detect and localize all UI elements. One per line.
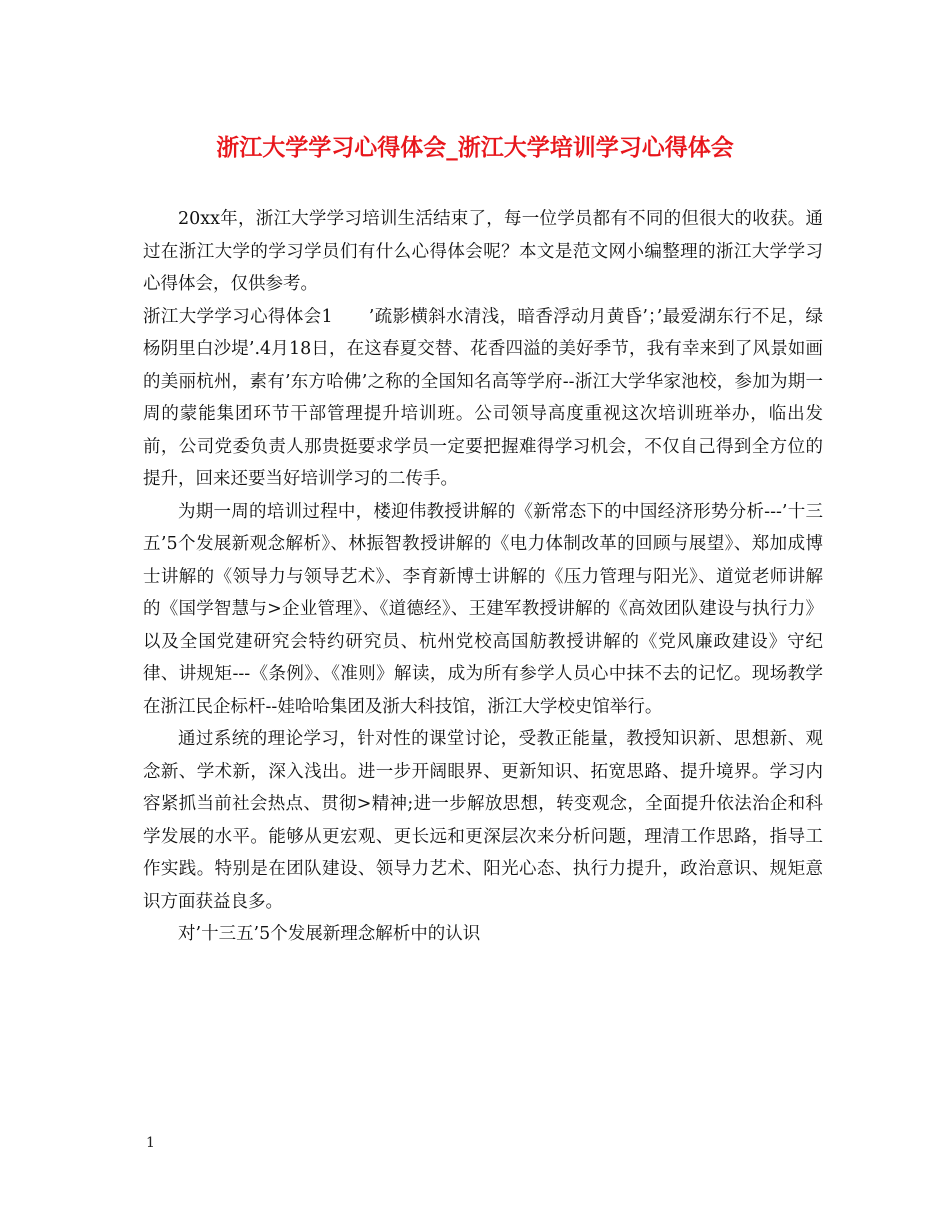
paragraph-learning-gains: 通过系统的理论学习，针对性的课堂讨论，受教正能量，教授知识新、思想新、观念新、学术新，深入浅出。进一步开阔眼界、更新知识、拓宽思路、提升境界。学习内容紧抓当前社会热点、贯彻>精神;进一步解放思想，转变观念，全面提升依法治企和科学发展的水平。能够从更宏观、更长远和更深层次来分析问题，理清工作思路，指导工作实践。特别是在团队建设、领导力艺术、阳光心态、执行力提升，政治意识、规矩意识方面获益良多。 xyxy=(143,729,823,912)
paragraph-intro: 20xx年，浙江大学学习培训生活结束了，每一位学员都有不同的但很大的收获。通过在浙江大学的学习学员们有什么心得体会呢？本文是范文网小编整理的浙江大学学习心得体会，仅供参考。 xyxy=(143,209,823,294)
paragraph-training-courses: 为期一周的培训过程中，楼迎伟教授讲解的《新常态下的中国经济形势分析---’十三五’5个发展新观念解析》、林振智教授讲解的《电力体制改革的回顾与展望》、郑加成博士讲解的《领导力与领导艺术》、李育新博士讲解的《压力管理与阳光》、道觉老师讲解的《国学智慧与>企业管理》、《道德经》、王建军教授讲解的《高效团队建设与执行力》以及全国党建研究会特约研究员、杭州党校高国舫教授讲解的《党风廉政建设》守纪律、讲规矩---《条例》、《准则》解读，成为所有参学人员心中抹不去的记忆。现场教学在浙江民企标杆--娃哈哈集团及浙大科技馆，浙江大学校史馆举行。 xyxy=(143,501,823,717)
page-title: 浙江大学学习心得体会_浙江大学培训学习心得体会 xyxy=(216,134,734,161)
document-body xyxy=(143,203,823,951)
paragraph-experience-1: 浙江大学学习心得体会1 ’疏影横斜水清浅，暗香浮动月黄昏’；’最爱湖东行不足，绿杨阴里白沙堤’.4月18日，在这春夏交替、花香四溢的美好季节，我有幸来到了风景如画的美丽杭州，素有’东方哈佛’之称的全国知名高等学府--浙江大学华家池校，参加为期一周的蒙能集团环节干部管理提升培训班。公司领导高度重视这次培训班举办，临出发前，公司党委负责人那贵挺要求学员一定要把握难得学习机会，不仅自己得到全方位的提升，回来还要当好培训学习的二传手。 xyxy=(143,306,823,489)
paragraph-section-heading: 对’十三五’5个发展新理念解析中的认识 xyxy=(178,924,481,944)
page-number: 1 xyxy=(146,1135,155,1151)
